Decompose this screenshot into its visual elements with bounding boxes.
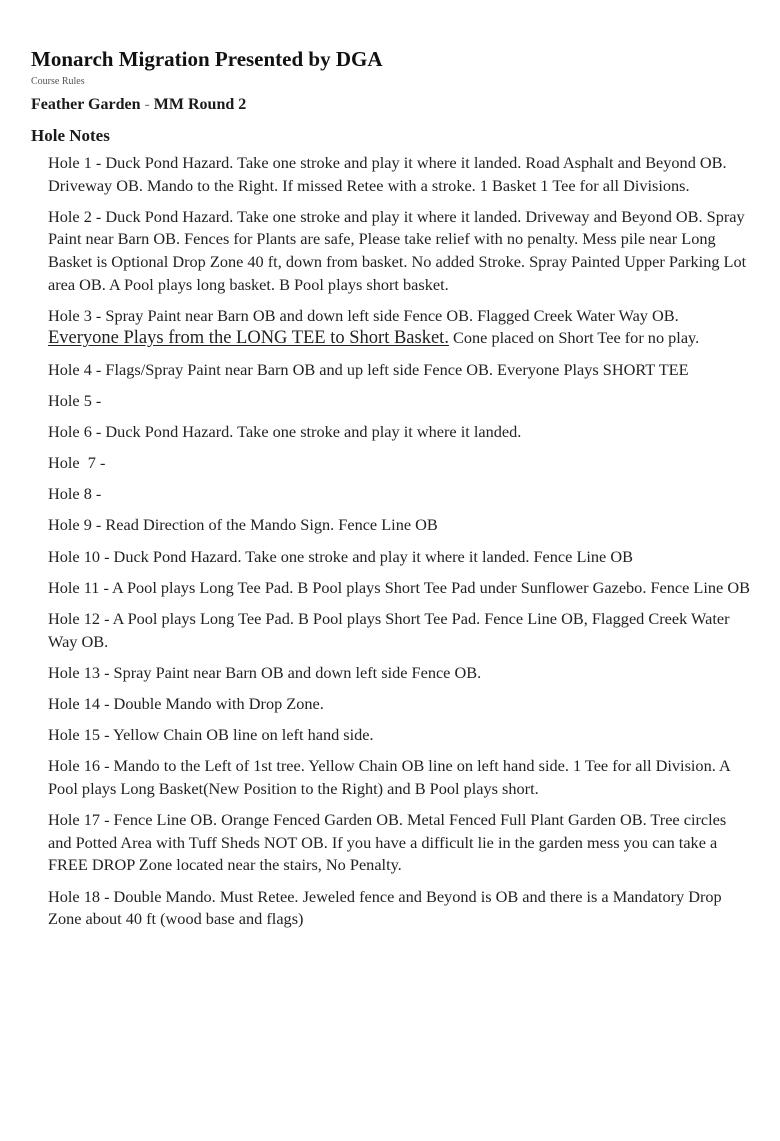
- hole-note-3-emphasis: Everyone Plays from the LONG TEE to Short Basket.: [48, 328, 449, 349]
- hole-note-3-text-end: Cone placed on Short Tee for no play.: [448, 328, 700, 348]
- hole-note-2: Hole 2 - Duck Pond Hazard. Take one stroke and play it where it landed. Driveway and Beyond OB. Spray Paint near Barn OB. Fences for Plants are safe, Please take relief with no penalty. Mess pile near Long Basket is Optional Drop Zone 40 ft, down from basket. No added Stroke. Spray Painted Upper Parking Lot area OB. A Pool plays long basket. B Pool plays short basket.: [48, 206, 747, 294]
- hole-note-7: Hole 7 -: [48, 453, 106, 473]
- hole-note-5: Hole 5 -: [48, 390, 102, 410]
- course-name: Feather Garden: [31, 96, 141, 113]
- hole-note-6: Hole 6 - Duck Pond Hazard. Take one stroke and play it where it landed.: [48, 421, 522, 441]
- hole-note-16: Hole 16 - Mando to the Left of 1st tree. Yellow Chain OB line on left hand side. 1 Tee for all Division. A Pool plays Long Basket(New Position to the Right) and B Pool plays short.: [48, 756, 730, 798]
- hole-note-17: Hole 17 - Fence Line OB. Orange Fenced Garden OB. Metal Fenced Full Plant Garden OB. Tree circles and Potted Area with Tuff Sheds NOT OB. If you have a difficult lie in the garden mess you can take a FREE DROP Zone located near the stairs, No Penalty.: [48, 810, 727, 875]
- document-title: Monarch Migration Presented by DGA: [31, 47, 383, 71]
- hole-note-1: Hole 1 - Duck Pond Hazard. Take one stroke and play it where it landed. Road Asphalt and Beyond OB. Driveway OB. Mando to the Right. If missed Retee with a stroke. 1 Basket 1 Tee for all Divisions.: [48, 153, 727, 195]
- hole-note-15: Hole 15 - Yellow Chain OB line on left hand side.: [48, 725, 374, 745]
- hole-note-8: Hole 8 -: [48, 484, 102, 504]
- hole-note-3-text: Hole 3 - Spray Paint near Barn OB and down left side Fence OB. Flagged Creek Water Way OB.: [48, 305, 679, 325]
- hole-notes-list: [31, 152, 750, 931]
- hole-note-9: Hole 9 - Read Direction of the Mando Sign. Fence Line OB: [48, 515, 438, 535]
- hole-note-14: Hole 14 - Double Mando with Drop Zone.: [48, 694, 324, 713]
- hole-note-13: Hole 13 - Spray Paint near Barn OB and down left side Fence OB.: [48, 662, 482, 682]
- hole-note-18: Hole 18 - Double Mando. Must Retee. Jeweled fence and Beyond is OB and there is a Mandatory Drop Zone about 40 ft (wood base and flags): [48, 886, 722, 929]
- hole-note-11: Hole 11 - A Pool plays Long Tee Pad. B Pool plays Short Tee Pad under Sunflower Gazebo. Fence Line OB: [48, 577, 750, 597]
- round-separator: -: [144, 96, 150, 113]
- hole-note-4: Hole 4 - Flags/Spray Paint near Barn OB and up left side Fence OB. Everyone Plays SHORT TEE: [48, 359, 689, 379]
- round-heading: [31, 94, 750, 116]
- hole-note-10: Hole 10 - Duck Pond Hazard. Take one stroke and play it where it landed. Fence Line OB: [48, 546, 633, 566]
- round-name: MM Round 2: [153, 96, 247, 113]
- document-subtitle: Course Rules: [31, 76, 85, 87]
- hole-notes-heading: Hole Notes: [31, 126, 110, 145]
- hole-note-3: [48, 305, 750, 350]
- hole-note-12: Hole 12 - A Pool plays Long Tee Pad. B Pool plays Short Tee Pad. Fence Line OB, Flagged Creek Water Way OB.: [48, 609, 730, 651]
